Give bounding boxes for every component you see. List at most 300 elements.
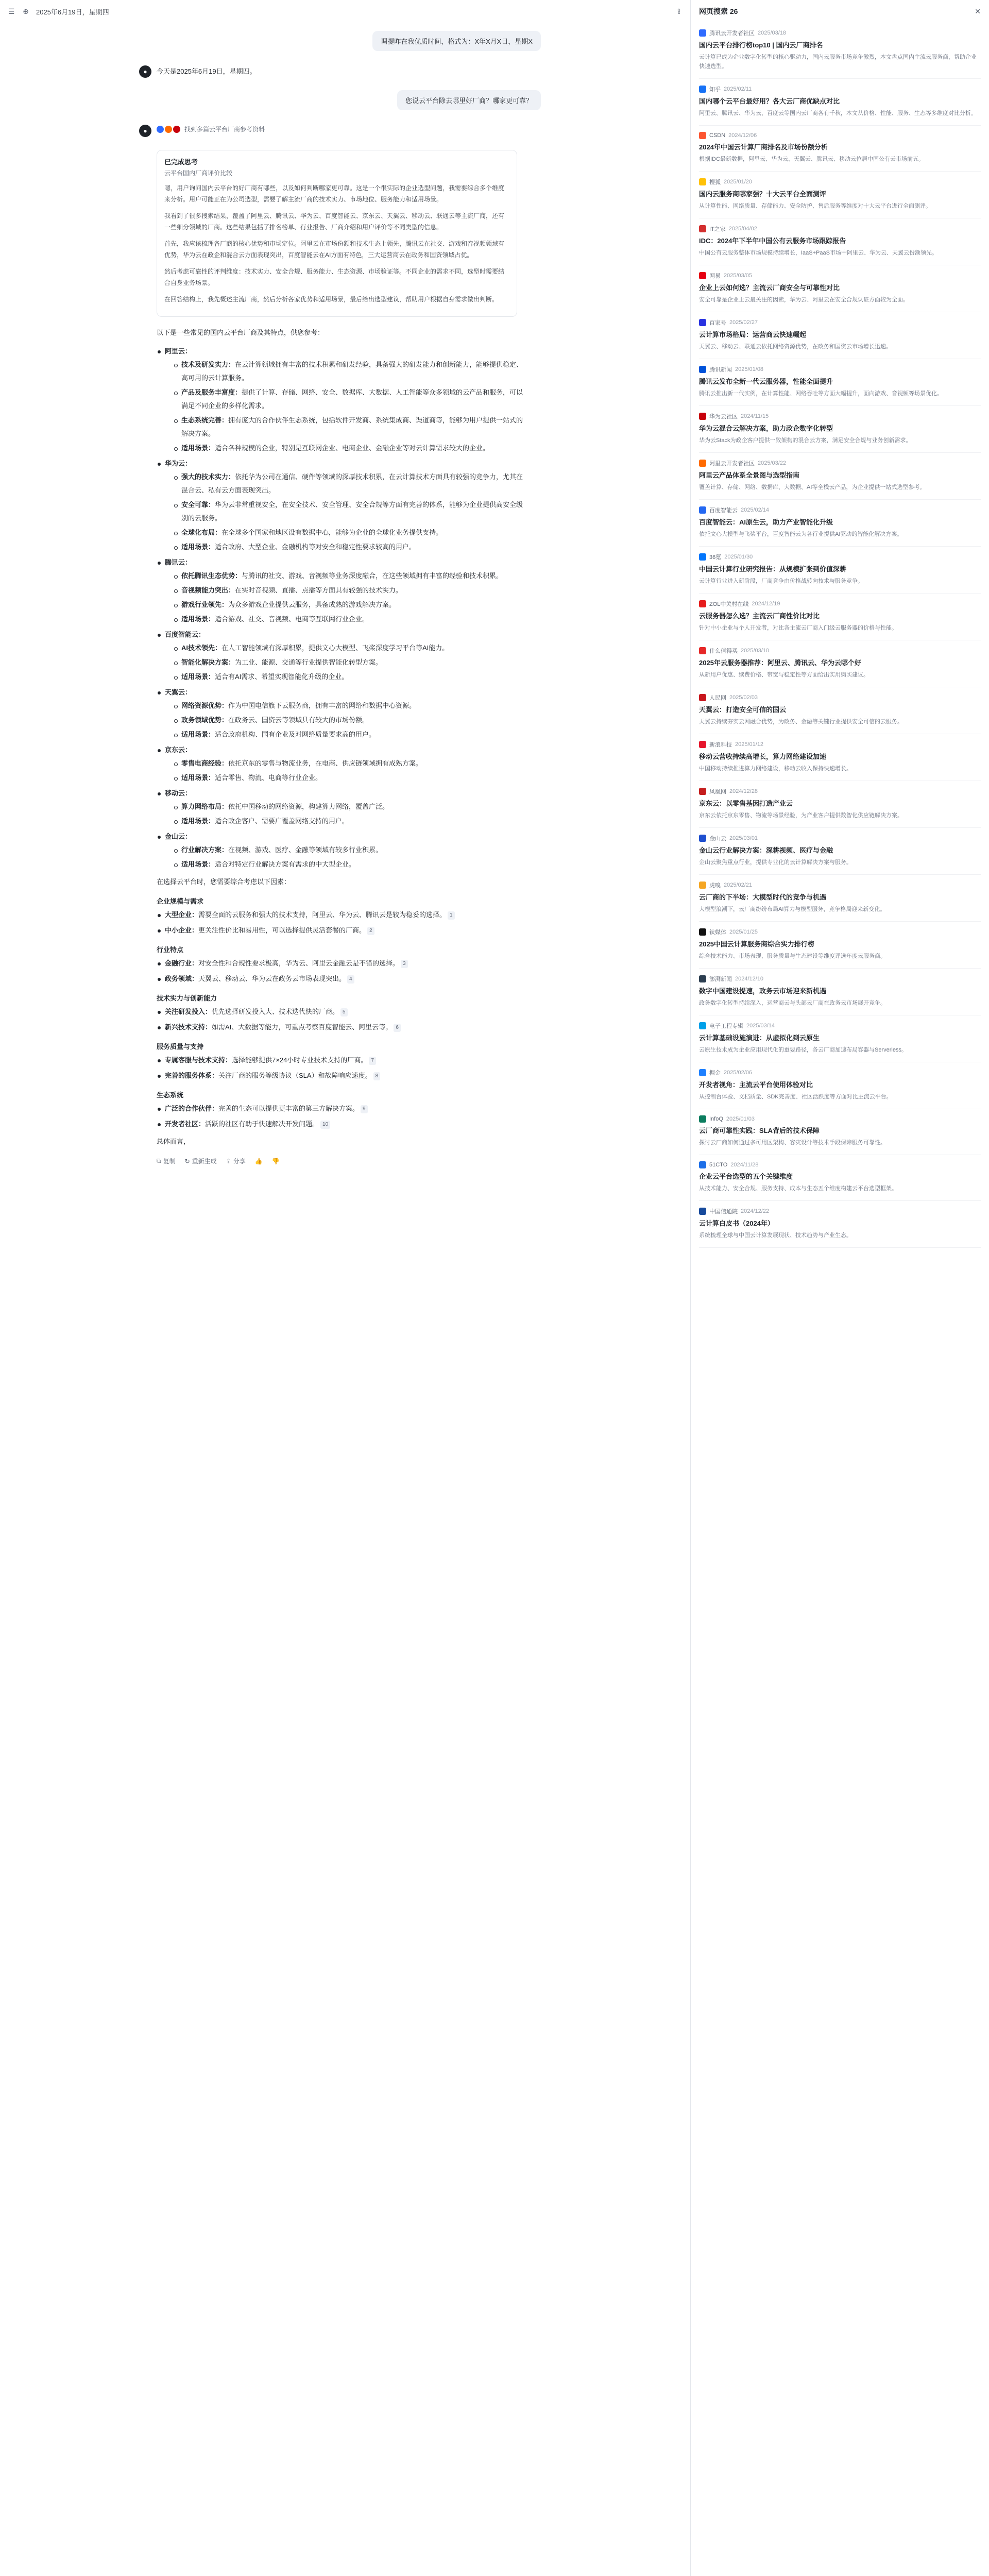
source-logo-icon [699,1161,706,1168]
source-name: 电子工程专辑 [709,1023,743,1029]
result-source [699,1022,981,1030]
search-result-item[interactable] [699,594,981,640]
source-logo-icon [699,975,706,982]
point-key: 生态系统完善： [181,416,229,424]
search-result-item[interactable] [699,126,981,172]
company-point [165,771,527,785]
result-title[interactable]: 京东云：以零售基因打造产业云 [699,800,793,807]
point-value: 适合游戏、社交、音视频、电商等互联网行业企业。 [215,615,369,623]
point-value: 在人工智能领域有深厚积累，提供文心大模型、飞桨深度学习平台等AI能力。 [221,644,449,652]
point-key: 适用场景： [181,860,215,868]
search-result-item[interactable] [699,1062,981,1109]
result-source [699,740,981,749]
search-result-item[interactable] [699,359,981,406]
source-date: 2025/02/27 [729,319,758,326]
citation-badge[interactable]: 9 [361,1105,368,1113]
point-key: 智能化解决方案： [181,658,235,666]
result-source [699,412,981,420]
point-key: 游戏行业领先： [181,601,229,608]
source-date: 2025/01/08 [735,366,764,372]
point-value: 适合政府机构、国有企业及对网络质量要求高的用户。 [215,731,376,738]
result-title[interactable]: 国内云平台排行榜top10 | 国内云厂商排名 [699,41,823,49]
source-favicon [173,126,180,133]
company-point [165,498,527,525]
result-title[interactable]: 云服务器怎么选？主流云厂商性价比对比 [699,612,820,620]
source-logo-icon [699,788,706,795]
point-key: 适用场景： [181,673,215,681]
company-point [165,613,527,626]
top-bar [0,0,690,23]
company-item [157,787,527,828]
bot-message-text: 今天是2025年6月19日，星期四。 [157,67,257,75]
citation-badge[interactable]: 5 [340,1008,348,1016]
result-snippet: 华为云Stack为政企客户提供一致架构的混合云方案，满足安全合规与业务创新需求。 [699,437,912,444]
company-point [165,569,527,583]
search-result-item[interactable] [699,640,981,687]
source-name: ZOL中关村在线 [709,601,749,607]
result-snippet: 中国公有云服务整体市场规模持续增长，IaaS+PaaS市场中阿里云、华为云、天翼云份额领先。 [699,250,937,256]
result-title[interactable]: 国内哪个云平台最好用？各大云厂商优缺点对比 [699,97,840,105]
source-date: 2024/12/19 [752,601,780,607]
result-title[interactable]: 天翼云：打造安全可信的国云 [699,706,787,714]
source-date: 2024/12/06 [728,132,757,139]
criteria-title: 企业规模与需求 [157,897,204,905]
criteria-point [157,924,527,937]
search-result-item[interactable] [699,734,981,781]
point-key: 关注研发投入： [165,1008,212,1015]
source-name: 腾讯云开发者社区 [709,30,755,37]
source-name: 阿里云开发者社区 [709,461,755,467]
citation-badge[interactable]: 1 [448,911,455,920]
point-key: 政务领域优势： [181,716,229,724]
company-list [157,345,527,871]
company-name: 华为云： [165,460,192,467]
source-logo-icon [699,413,706,420]
result-title[interactable]: 企业上云如何选？主流云厂商安全与可靠性对比 [699,284,840,292]
point-value: 依托华为公司在通信、硬件等领域的深厚技术积累，在云计算技术方面具有较强的竞争力，尤其在混合云、私有云方面表现突出。 [181,473,523,494]
point-key: 完善的服务体系： [165,1072,219,1079]
source-logo-icon [699,928,706,936]
source-name: 掘金 [709,1070,721,1076]
result-snippet: 京东云依托京东零售、物流等场景经验，为产业客户提供数智化供应链解决方案。 [699,812,903,819]
source-name: 钛媒体 [709,929,726,936]
bot-message [139,65,541,78]
point-value: 适合政企客户、需要广覆盖网络支持的用户。 [215,817,349,825]
point-value: 华为云非常重视安全，在安全技术、安全管理、安全合规等方面有完善的体系，能够为企业提供高安全级别的云服务。 [181,501,523,522]
search-result-item[interactable] [699,218,981,265]
search-result-item[interactable] [699,79,981,126]
company-item [157,628,527,684]
point-value: 天翼云、移动云、华为云在政务云市场表现突出。 [198,975,346,982]
point-value: 为众多游戏企业提供云服务，具备成熟的游戏解决方案。 [228,601,396,608]
source-logo-icon [699,882,706,889]
result-snippet: 从计算性能、网络质量、存储能力、安全防护、售后服务等维度对十大云平台进行全面测评。 [699,203,931,209]
result-title[interactable]: 企业云平台选型的五个关键维度 [699,1173,793,1180]
company-name: 百度智能云： [165,631,206,638]
thinking-subtitle: 云平台国内厂商评价比较 [164,170,233,177]
search-result-item[interactable] [699,453,981,500]
company-point [165,358,527,385]
source-name: CSDN [709,132,726,139]
source-date: 2025/02/11 [724,86,752,92]
source-logo-icon [699,225,706,232]
point-value: 适合各种规模的企业，特别是互联网企业、电商企业、金融企业等对云计算需求较大的企业。 [215,444,490,452]
result-source [699,132,981,139]
source-name: 虎嗅 [709,883,721,889]
company-point [165,584,527,597]
point-key: 依托腾讯生态优势： [181,572,242,580]
source-date: 2025/01/20 [724,179,753,185]
company-point [165,598,527,612]
company-item [157,830,527,871]
citation-badge[interactable]: 7 [369,1057,376,1065]
source-logo-icon [699,366,706,373]
result-source [699,178,981,186]
result-snippet: 依托文心大模型与飞桨平台，百度智能云为各行业提供AI驱动的智能化解决方案。 [699,531,903,537]
result-source [699,553,981,561]
result-source [699,975,981,983]
point-value: 在实时音视频、直播、点播等方面具有较强的技术实力。 [235,586,403,594]
result-title[interactable]: 云厂商的下半场：大模型时代的竞争与机遇 [699,893,827,901]
result-title[interactable]: 2025年云服务器推荐：阿里云、腾讯云、华为云哪个好 [699,659,861,667]
company-point [165,386,527,413]
company-name: 金山云： [165,833,192,840]
result-snippet: 系统梳理全球与中国云计算发展现状、技术趋势与产业生态。 [699,1232,852,1239]
company-point [165,714,527,727]
company-point [165,641,527,655]
search-result-item[interactable] [699,1015,981,1062]
search-result-item[interactable] [699,687,981,734]
source-name: 金山云 [709,836,726,842]
source-logo-icon [699,460,706,467]
result-snippet: 从技术能力、安全合规、服务支持、成本与生态五个维度构建云平台选型框架。 [699,1185,897,1192]
point-value: 提供了计算、存储、网络、安全、数据库、大数据、人工智能等众多领域的云产品和服务，可以满足不同企业的多样化需求。 [181,388,523,410]
new-chat-icon[interactable]: ⊕ [23,7,29,15]
company-point [165,670,527,684]
point-value: 在全球多个国家和地区设有数据中心，能够为企业的全球化业务提供支持。 [221,529,443,536]
source-logo-icon [699,694,706,701]
source-logo-icon [699,178,706,185]
source-name: 人民网 [709,695,726,701]
point-key: 技术及研发实力： [181,361,235,368]
point-key: AI技术领先： [181,644,222,652]
result-title[interactable]: 移动云营收持续高增长，算力网络建设加速 [699,753,827,760]
criteria-point [157,1054,527,1067]
copy-icon: ⧉ [157,1157,161,1164]
point-key: 开发者社区： [165,1120,206,1128]
result-title[interactable]: 数字中国建设提速，政务云市场迎来新机遇 [699,987,827,995]
result-source [699,29,981,37]
company-name: 移动云： [165,789,192,797]
search-result-item[interactable] [699,781,981,828]
result-title[interactable]: 国内云服务商哪家强？十大云平台全面测评 [699,190,827,198]
point-key: 广泛的合作伙伴： [165,1105,219,1112]
source-name: 华为云社区 [709,414,738,420]
share-button[interactable] [226,1157,246,1165]
result-title[interactable]: 开发者视角：主流云平台使用体验对比 [699,1081,813,1089]
source-date: 2025/02/21 [724,882,753,888]
criteria-point [157,1069,527,1082]
thinking-title[interactable]: 已完成思考 [164,158,198,166]
result-title[interactable]: 云计算白皮书（2024年） [699,1219,774,1227]
point-key: 适用场景： [181,615,215,623]
result-title[interactable]: 金山云行业解决方案：深耕视频、医疗与金融 [699,846,833,854]
result-snippet: 根据IDC最新数据，阿里云、华为云、天翼云、腾讯云、移动云位居中国公有云市场前五。 [699,156,924,162]
search-result-list [691,23,989,1248]
close-icon[interactable]: ✕ [975,7,981,15]
result-source [699,1069,981,1077]
search-result-item[interactable] [699,406,981,453]
result-snippet: 云计算已成为企业数字化转型的核心驱动力，国内云服务市场竞争激烈，本文盘点国内主流云服务商，帮助企业快速选型。 [699,54,977,70]
source-favicon [157,126,164,133]
company-point [165,728,527,741]
search-result-item[interactable] [699,922,981,969]
share-icon: ⇪ [226,1157,231,1165]
point-value: 适合零售、物流、电商等行业企业。 [215,774,322,782]
search-results-panel [690,0,989,2576]
search-result-item[interactable] [699,1201,981,1248]
criteria-point [157,1102,527,1115]
result-source [699,647,981,655]
search-result-item[interactable] [699,312,981,359]
company-name: 阿里云： [165,347,192,355]
thumbs-up-button[interactable] [255,1158,263,1165]
result-source [699,928,981,936]
bot-avatar: ● [139,125,151,137]
result-snippet: 阿里云、腾讯云、华为云、百度云等国内云厂商各有千秋，本文从价格、性能、服务、生态等多维度对比分析。 [699,110,977,116]
result-snippet: 综合技术能力、市场表现、服务质量与生态建设等维度评选年度云服务商。 [699,953,886,959]
source-date: 2024/12/22 [741,1208,770,1214]
company-point [165,699,527,713]
result-title[interactable]: 云厂商可靠性实践：SLA背后的技术保障 [699,1127,820,1134]
user-message-text: 您说云平台除去哪里好厂商？哪家更可靠？ [397,90,541,110]
answer-transition: 在选择云平台时，您需要综合考虑以下因素： [157,878,291,886]
criteria-point [157,1005,527,1019]
citation-badge[interactable]: 4 [347,975,354,984]
search-result-item[interactable] [699,828,981,875]
source-date: 2025/01/03 [726,1116,755,1122]
company-point [165,800,527,814]
search-result-item[interactable] [699,23,981,79]
thinking-card [157,150,517,317]
thumbs-down-icon: 👎 [271,1157,280,1165]
source-favicon [165,126,172,133]
point-key: 大型企业： [165,911,199,919]
sidebar-toggle-icon[interactable]: ☰ [8,7,15,15]
source-date: 2025/03/22 [758,460,787,466]
company-point [165,815,527,828]
panel-header [691,0,989,23]
thinking-paragraph: 我看到了很多搜索结果，覆盖了阿里云、腾讯云、华为云、百度智能云、京东云、天翼云、移动云、联通云等主流厂商，还有一些细分领域的厂商。这些结果包括了排名榜单、行业报告、厂商介绍和用户评价等不同类型的信息。 [164,212,505,231]
point-value: 选择能够提供7×24小时专业技术支持的厂商。 [232,1056,368,1064]
point-value: 拥有庞大的合作伙伴生态系统，包括软件开发商、系统集成商、渠道商等，能够为用户提供一站式的解决方案。 [181,416,523,437]
source-date: 2025/04/02 [728,226,757,232]
result-snippet: 云计算行业进入新阶段，厂商竞争由价格战转向技术与服务竞争。 [699,578,863,584]
point-value: 依托京东的零售与物流业务，在电商、供应链领域拥有成熟方案。 [228,759,423,767]
company-point [165,526,527,539]
topbar-actions [675,7,683,15]
result-title[interactable]: 2025中国云计算服务商综合实力排行榜 [699,940,814,948]
result-title[interactable]: 华为云混合云解决方案，助力政企数字化转型 [699,425,833,432]
source-date: 2024/11/15 [741,413,769,419]
criteria-point [157,972,527,986]
point-key: 零售电商经验： [181,759,229,767]
source-logo-icon [699,132,706,139]
point-key: 全球化布局： [181,529,222,536]
source-date: 2025/01/30 [724,554,753,560]
source-date: 2025/03/18 [758,30,787,36]
result-title[interactable]: 中国云计算行业研究报告：从规模扩张到价值深耕 [699,565,847,573]
source-logo-icon [699,29,706,37]
criteria-title: 技术实力与创新能力 [157,994,217,1002]
point-key: 行业解决方案： [181,846,229,854]
result-snippet: 政务数字化转型持续深入，运营商云与头部云厂商在政务云市场展开竞争。 [699,1000,886,1006]
result-source [699,318,981,327]
source-logo-icon [699,835,706,842]
source-name: 36氪 [709,554,722,561]
point-value: 更关注性价比和易用性，可以选择提供灵活套餐的厂商。 [198,926,366,934]
point-value: 对安全性和合规性要求极高，华为云、阿里云金融云是不错的选择。 [198,959,400,967]
search-result-item[interactable] [699,265,981,312]
criteria-point [157,908,527,922]
result-source [699,834,981,842]
result-source [699,459,981,467]
sources-header[interactable] [157,125,265,133]
source-logo-icon [699,553,706,561]
point-value: 在云计算领域拥有丰富的技术积累和研发经验，具备强大的研发能力和创新能力，能够提供稳定、高可用的云计算服务。 [181,361,523,382]
thumbs-down-button[interactable] [272,1158,280,1165]
source-logo-icon [699,1069,706,1076]
point-value: 适合有AI需求、希望实现智能化升级的企业。 [215,673,349,681]
source-logo-icon [699,600,706,607]
source-date: 2025/03/05 [724,273,753,279]
source-logo-icon [699,272,706,279]
search-result-item[interactable] [699,1155,981,1201]
retry-button[interactable] [185,1157,217,1165]
point-key: 适用场景： [181,543,215,551]
copy-button[interactable] [157,1157,176,1165]
source-name: 搜狐 [709,179,721,185]
source-date: 2025/03/10 [741,648,770,654]
company-item [157,686,527,741]
result-title[interactable]: 云计算市场格局：运营商云快速崛起 [699,331,807,338]
result-snippet: 天翼云持续夯实云网融合优势，为政务、金融等关键行业提供安全可信的云服务。 [699,719,903,725]
search-result-item[interactable] [699,969,981,1015]
criteria-point [157,1021,527,1034]
source-name: 网易 [709,273,721,279]
result-snippet: 探讨云厂商如何通过多可用区架构、容灾设计等技术手段保障服务可靠性。 [699,1140,886,1146]
result-snippet: 从新用户优惠、续费价格、带宽与稳定性等方面给出实用购买建议。 [699,672,869,678]
result-source [699,881,981,889]
source-date: 2025/02/03 [729,694,758,701]
result-source [699,365,981,374]
point-value: 完善的生态可以提供更丰富的第三方解决方案。 [218,1105,360,1112]
criteria-point [157,1117,527,1131]
point-value: 为工业、能源、交通等行业提供智能化转型方案。 [235,658,383,666]
user-message [139,31,541,51]
source-name: IT之家 [709,226,726,232]
result-source [699,600,981,608]
conversation-title: 2025年6月19日，星期四 [36,8,109,16]
point-value: 关注厂商的服务等级协议（SLA）和故障响应速度。 [218,1072,372,1079]
company-name: 腾讯云： [165,558,192,566]
result-title[interactable]: 2024年中国云计算厂商排名及市场份额分析 [699,143,828,151]
point-key: 适用场景： [181,444,215,452]
company-item [157,556,527,626]
user-message-text: 调提昨在我优质时间，格式为：X年X月X日，星期X [372,31,541,51]
source-date: 2024/12/10 [735,976,764,982]
result-title[interactable]: 云计算基础设施演进：从虚拟化到云原生 [699,1034,820,1042]
point-key: 安全可靠： [181,501,215,509]
source-date: 2024/11/28 [730,1162,759,1168]
point-value: 活跃的社区有助于快速解决开发问题。 [205,1120,319,1128]
point-value: 在政务云、国资云等领域具有较大的市场份额。 [228,716,369,724]
point-value: 需要全面的云服务和强大的技术支持，阿里云、华为云、腾讯云是较为稳妥的选择。 [198,911,447,919]
point-key: 中小企业： [165,926,199,934]
result-title[interactable]: 腾讯云发布全新一代云服务器，性能全面提升 [699,378,833,385]
point-value: 优先选择研发投入大、技术迭代快的厂商。 [212,1008,339,1015]
point-value: 在视频、游戏、医疗、金融等领域有较多行业积累。 [228,846,383,854]
company-point [165,757,527,770]
company-item [157,345,527,455]
source-date: 2025/02/06 [724,1070,753,1076]
thumbs-up-icon: 👍 [254,1157,263,1165]
search-result-item[interactable] [699,547,981,594]
citation-badge[interactable]: 8 [373,1072,381,1080]
criteria-title: 服务质量与支持 [157,1043,204,1050]
user-message [139,90,541,110]
citation-badge[interactable]: 2 [367,927,374,935]
source-logo-icon [699,741,706,748]
source-name: 51CTO [709,1162,728,1168]
citation-badge[interactable]: 6 [394,1024,401,1032]
retry-label: 重新生成 [192,1158,217,1165]
result-source [699,787,981,795]
source-name: 澎湃新闻 [709,976,732,982]
result-title[interactable]: 百度智能云：AI原生云，助力产业智能化升级 [699,518,833,526]
result-snippet: 天翼云、移动云、联通云依托网络资源优势，在政务和国资云市场增长迅速。 [699,344,892,350]
copy-label: 复制 [163,1158,176,1165]
thinking-paragraph: 然后考虑可靠性的评判维度：技术实力、安全合规、服务能力、生态资源、市场验证等。不同企业的需求不同，选型时需要结合自身业务场景。 [164,268,505,286]
source-date: 2025/01/25 [729,929,758,935]
source-date: 2025/03/14 [746,1023,775,1029]
search-result-item[interactable] [699,500,981,547]
refresh-icon: ↻ [184,1157,190,1165]
search-result-item[interactable] [699,875,981,922]
result-source [699,693,981,702]
point-value: 作为中国电信旗下云服务商，拥有丰富的网络和数据中心资源。 [228,702,416,709]
source-date: 2024/12/28 [729,788,758,794]
criteria-title: 生态系统 [157,1091,184,1099]
point-value: 依托中国移动的网络资源，构建算力网络，覆盖广泛。 [228,803,389,810]
point-key: 适用场景： [181,731,215,738]
point-key: 新兴技术支持： [165,1023,212,1031]
citation-badge[interactable]: 3 [401,960,408,968]
citation-badge[interactable]: 10 [320,1121,330,1129]
result-title[interactable]: IDC：2024年下半年中国公有云服务市场跟踪报告 [699,237,846,245]
search-result-item[interactable] [699,1109,981,1155]
source-logo-icon [699,319,706,326]
sources-header-label: 找到多篇云平台厂商参考资料 [184,126,265,133]
share-icon[interactable]: ⇪ [676,7,682,15]
result-title[interactable]: 阿里云产品体系全景图与选型指南 [699,471,800,479]
source-logo-icon [699,506,706,514]
thinking-paragraph: 在回答结构上，我先概述主流厂商，然后分析各家优势和适用场景，最后给出选型建议，帮助用户根据自身需求做出判断。 [164,296,499,303]
search-result-item[interactable] [699,172,981,218]
result-source [699,1207,981,1215]
source-name: 腾讯新闻 [709,367,732,373]
company-item [157,743,527,785]
